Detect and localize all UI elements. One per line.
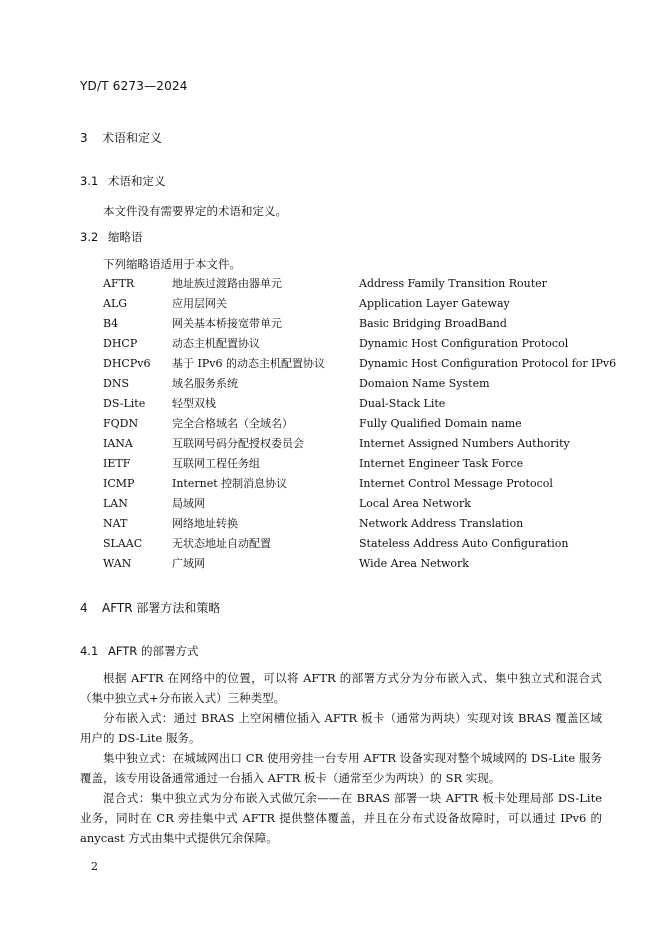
abbreviation-english: Wide Area Network [359, 556, 469, 570]
abbreviation-english: Address Family Transition Router [359, 276, 547, 290]
abbreviation-term: WAN [103, 556, 132, 570]
abbreviation-english: Dynamic Host Configuration Protocol [359, 336, 569, 350]
abbreviation-row [103, 493, 616, 513]
abbreviation-chinese: 局域网 [172, 497, 205, 510]
abbreviation-row [103, 553, 616, 573]
abbreviation-chinese: 动态主机配置协议 [172, 337, 260, 350]
abbreviation-chinese: 完全合格域名（全域名） [172, 417, 293, 430]
section-title: AFTR 的部署方式 [108, 644, 199, 658]
section-number: 4.1 [80, 644, 99, 658]
section-4-heading [80, 599, 220, 616]
abbreviation-chinese: 广域网 [172, 557, 205, 570]
abbreviation-english: Basic Bridging BroadBand [359, 316, 507, 330]
section-number: 3 [80, 131, 88, 145]
abbreviation-chinese: 基于 IPv6 的动态主机配置协议 [172, 357, 325, 370]
abbreviation-term: B4 [103, 316, 119, 330]
abbreviation-chinese: 无状态地址自动配置 [172, 537, 271, 550]
abbreviation-english: Fully Qualified Domain name [359, 416, 522, 430]
abbreviation-term: FQDN [103, 416, 139, 430]
abbreviation-english: Application Layer Gateway [359, 296, 510, 310]
section-title: 缩略语 [108, 230, 143, 244]
abbreviation-english: Stateless Address Auto Configuration [359, 536, 569, 550]
paragraph: 集中独立式：在城域网出口 CR 使用旁挂一台专用 AFTR 设备实现对整个城域网的 DS-Lite 服务覆盖，该专用设备通常通过一台插入 AFTR 板卡（通常至少为两块）的 SR 实现。 [80, 751, 602, 785]
abbreviation-term: NAT [103, 516, 128, 530]
abbreviation-chinese: 域名服务系统 [172, 377, 238, 390]
abbreviation-chinese: 互联网号码分配授权委员会 [172, 437, 304, 450]
abbreviation-term: DS-Lite [103, 396, 146, 410]
section-3-2-heading [80, 229, 143, 245]
abbreviation-chinese: 互联网工程任务组 [172, 457, 260, 470]
abbreviation-term: DNS [103, 376, 129, 390]
abbreviation-english: Local Area Network [359, 496, 471, 510]
abbreviation-row [103, 433, 616, 453]
abbreviation-row [103, 293, 616, 313]
abbreviation-row [103, 393, 616, 413]
abbreviation-term: SLAAC [103, 536, 143, 550]
paragraph: 分布嵌入式：通过 BRAS 上空闲槽位插入 AFTR 板卡（通常为两块）实现对该 BRAS 覆盖区域用户的 DS-Lite 服务。 [80, 711, 602, 745]
section-number: 3.1 [80, 174, 99, 188]
section-4-1-body [80, 668, 602, 848]
abbreviation-term: ALG [103, 296, 128, 310]
abbreviation-english: Dual-Stack Lite [359, 396, 446, 410]
abbreviation-row [103, 533, 616, 553]
abbreviation-row [103, 353, 616, 373]
page-number: 2 [91, 860, 98, 873]
abbreviation-term: ICMP [103, 476, 135, 490]
abbreviation-row [103, 333, 616, 353]
section-number: 3.2 [80, 230, 99, 244]
section-title: 术语和定义 [102, 131, 163, 145]
abbreviation-row [103, 373, 616, 393]
abbreviation-table [103, 273, 616, 573]
section-3-2-intro: 下列缩略语适用于本文件。 [103, 257, 241, 271]
abbreviation-chinese: 轻型双栈 [172, 397, 216, 410]
abbreviation-english: Internet Assigned Numbers Authority [359, 436, 570, 450]
section-number: 4 [80, 601, 88, 615]
abbreviation-chinese: Internet 控制消息协议 [172, 477, 288, 490]
section-3-1-heading [80, 173, 166, 189]
abbreviation-chinese: 地址族过渡路由器单元 [172, 277, 282, 290]
abbreviation-english: Network Address Translation [359, 516, 524, 530]
section-title: 术语和定义 [108, 174, 166, 188]
abbreviation-chinese: 应用层网关 [172, 297, 227, 310]
section-title: AFTR 部署方法和策略 [102, 601, 221, 615]
abbreviation-row [103, 273, 616, 293]
abbreviation-english: Domaion Name System [359, 376, 490, 390]
section-3-1-text: 本文件没有需要界定的术语和定义。 [103, 204, 287, 218]
section-3-heading [80, 129, 162, 146]
abbreviation-chinese: 网络地址转换 [172, 517, 238, 530]
abbreviation-row [103, 453, 616, 473]
abbreviation-term: DHCP [103, 336, 138, 350]
abbreviation-row [103, 313, 616, 333]
abbreviation-term: DHCPv6 [103, 356, 151, 370]
abbreviation-row [103, 473, 616, 493]
abbreviation-term: IANA [103, 436, 133, 450]
abbreviation-row [103, 413, 616, 433]
abbreviation-term: AFTR [103, 276, 135, 290]
paragraph: 混合式：集中独立式为分布嵌入式做冗余——在 BRAS 部署一块 AFTR 板卡处理局部 DS-Lite 业务，同时在 CR 旁挂集中式 AFTR 提供整体覆盖，并且在分布式设备故障时，可以通过 IPv6 的 anycast 方式由集中式提供冗余保障。 [80, 791, 602, 845]
document-code: YD/T 6273—2024 [80, 79, 188, 93]
abbreviation-term: LAN [103, 496, 128, 510]
abbreviation-chinese: 网关基本桥接宽带单元 [172, 317, 282, 330]
paragraph: 根据 AFTR 在网络中的位置，可以将 AFTR 的部署方式分为分布嵌入式、集中独立式和混合式（集中独立式+分布嵌入式）三种类型。 [80, 671, 602, 705]
abbreviation-term: IETF [103, 456, 131, 470]
section-4-1-heading [80, 643, 198, 659]
abbreviation-english: Internet Control Message Protocol [359, 476, 553, 490]
abbreviation-row [103, 513, 616, 533]
abbreviation-english: Internet Engineer Task Force [359, 456, 524, 470]
abbreviation-english: Dynamic Host Configuration Protocol for IPv6 [359, 356, 617, 370]
